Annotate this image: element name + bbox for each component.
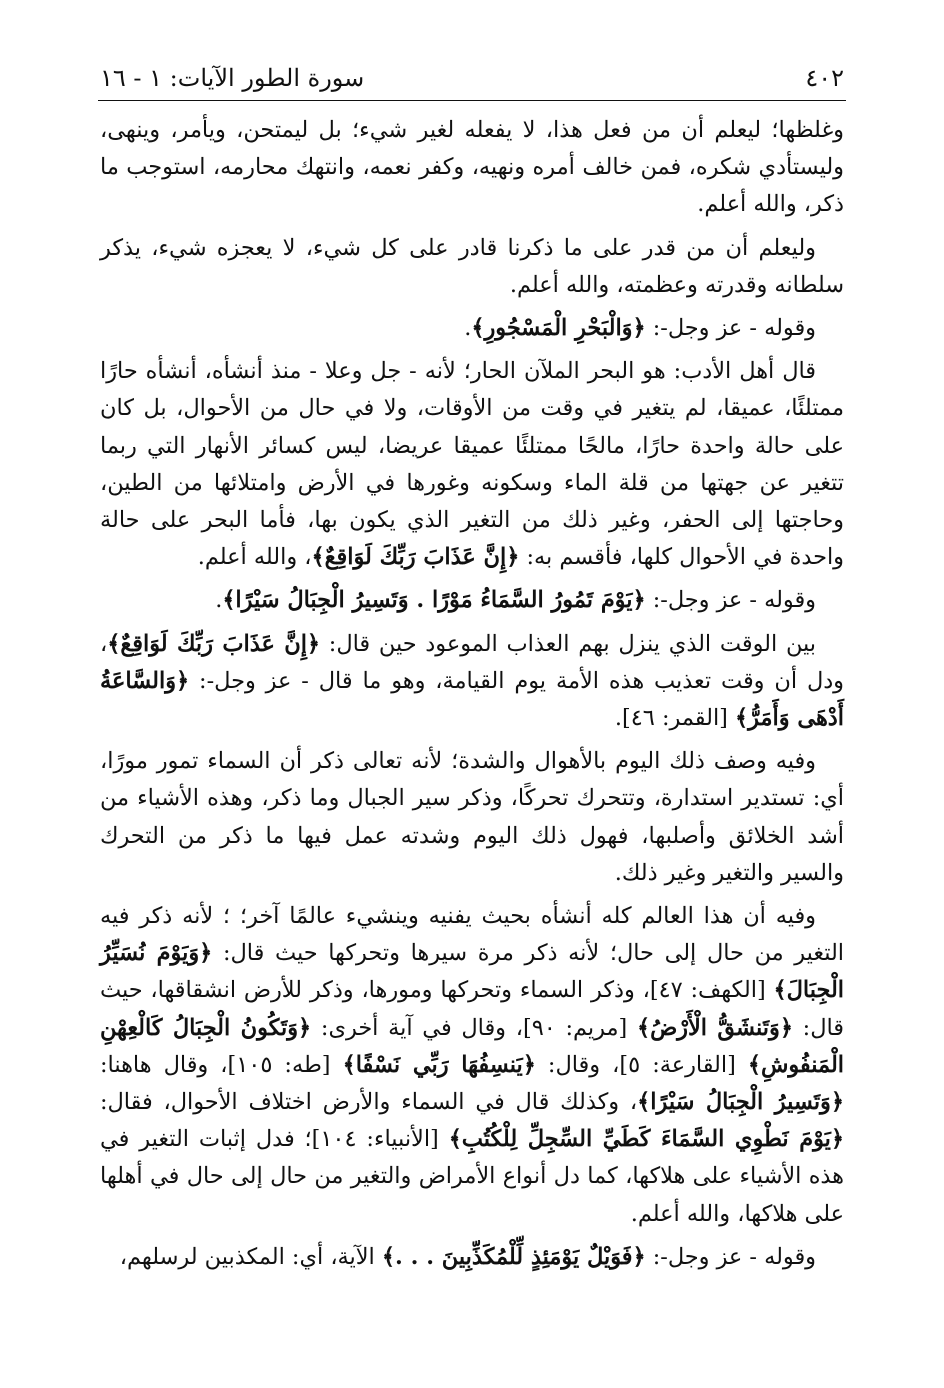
quran-verse: ﴿إِنَّ عَذَابَ رَبِّكَ لَوَاقِعٌ﴾	[311, 544, 520, 571]
paragraph: وفيه وصف ذلك اليوم بالأهوال والشدة؛ لأنه تعالى ذكر أن السماء تمور مورًا، أي: تستدير استدارة، وتتحرك تحركًا، وذكر سير الجبال وما ذكر، وهذه الأشياء من أشد الخلائق وأصلبها، فهول ذلك اليوم وشدته عمل فيها ما ذكر من التحرك والسير والتغير وغير ذلك.	[100, 748, 844, 886]
body-text	[100, 112, 844, 1276]
running-title: سورة الطور الآيات: ١ - ١٦	[100, 64, 365, 92]
quran-verse: ﴿وَالسَّاعَةُ أَدْهَى وَأَمَرُّ﴾	[100, 667, 844, 732]
quran-verse: ﴿وَيَوْمَ نُسَيِّرُ الْجِبَالَ﴾	[100, 940, 844, 1004]
page-number: ٤٠٢	[805, 64, 844, 92]
quran-verse: ﴿وَتَسِيرُ الْجِبَالُ سَيْرًا﴾	[637, 1089, 844, 1116]
paragraph: وليعلم أن من قدر على ما ذكرنا قادر على كل شيء، لا يعجزه شيء، يذكر سلطانه وقدرته وعظمته، والله أعلم.	[100, 234, 844, 298]
paragraph: وقوله - عز وجل-: ﴿فَوَيْلٌ يَوْمَئِذٍ لِّلْمُكَذِّبِينَ . . .﴾ الآية، أي: المكذبين لرسلهم،	[119, 1243, 816, 1270]
quran-verse: ﴿يَوْمَ نَطْوِي السَّمَاءَ كَطَيِّ السِّجِلِّ لِلْكُتُبِ﴾	[448, 1126, 844, 1153]
quran-verse: ﴿يَنسِفُهَا رَبِّي نَسْفًا﴾	[342, 1051, 536, 1078]
quran-verse: ﴿إِنَّ عَذَابَ رَبِّكَ لَوَاقِعٌ﴾	[107, 630, 321, 657]
paragraph: وغلظها؛ ليعلم أن من فعل هذا، لا يفعله لغير شيء؛ بل ليمتحن، ويأمر، وينهى، وليستأدي شكره، فمن خالف أمره ونهيه، وكفر نعمه، وانتهك محارمه، استوجب ما ذكر، والله أعلم.	[100, 117, 844, 218]
paragraph: وقوله - عز وجل-: ﴿وَالْبَحْرِ الْمَسْجُورِ﴾.	[464, 315, 816, 342]
quran-verse: ﴿وَالْبَحْرِ الْمَسْجُورِ﴾	[471, 315, 646, 342]
quran-verse: ﴿يَوْمَ تَمُورُ السَّمَاءُ مَوْرًا . وَتَسِيرُ الْجِبَالُ سَيْرًا﴾	[222, 587, 646, 614]
quran-verse: ﴿وَتَكُونُ الْجِبَالُ كَالْعِهْنِ الْمَنفُوشِ﴾	[100, 1014, 844, 1078]
running-header	[100, 52, 844, 92]
quran-verse: ﴿فَوَيْلٌ يَوْمَئِذٍ لِّلْمُكَذِّبِينَ . . .﴾	[381, 1243, 646, 1270]
quran-verse: ﴿وَتَنشَقُّ الْأَرْضُ﴾	[636, 1014, 793, 1041]
paragraph: وقوله - عز وجل-: ﴿يَوْمَ تَمُورُ السَّمَاءُ مَوْرًا . وَتَسِيرُ الْجِبَالُ سَيْرًا﴾.	[215, 587, 816, 614]
paragraph: وفيه أن هذا العالم كله أنشأه بحيث يفنيه وينشيء عالمًا آخر؛ ؛ لأنه ذكر فيه التغير من حال إلى حال؛ لأنه ذكر مرة سيرها وتحركها حيث قال: ﴿وَيَوْمَ نُسَيِّرُ الْجِبَالَ﴾ [الكهف: ٤٧]، وذكر السماء وتحركها ومورها، وذكر للأرض انشقاقها، حيث قال: ﴿وَتَنشَقُّ الْأَرْضُ﴾ [مريم: ٩٠]، وقال في آية أخرى: ﴿وَتَكُونُ الْجِبَالُ كَالْعِهْنِ الْمَنفُوشِ﴾ [القارعة: ٥]، وقال: ﴿يَنسِفُهَا رَبِّي نَسْفًا﴾ [طه: ١٠٥]، وقال هاهنا: ﴿وَتَسِيرُ الْجِبَالُ سَيْرًا﴾، وكذلك قال في السماء والأرض اختلاف الأحوال، فقال: ﴿يَوْمَ نَطْوِي السَّمَاءَ كَطَيِّ السِّجِلِّ لِلْكُتُبِ﴾ [الأنبياء: ١٠٤]؛ فدل إثبات التغير في هذه الأشياء على هلاكها، كما دل أنواع الأمراض والتغير من حال إلى حال في أهلها على هلاكها، والله أعلم.	[100, 903, 845, 1227]
paragraph: بين الوقت الذي ينزل بهم العذاب الموعود حين قال: ﴿إِنَّ عَذَابَ رَبِّكَ لَوَاقِعٌ﴾، ودل أن وقت تعذيب هذه الأمة يوم القيامة، وهو ما قال - عز وجل-: ﴿وَالسَّاعَةُ أَدْهَى وَأَمَرُّ﴾ [القمر: ٤٦].	[100, 630, 844, 732]
header-rule	[98, 100, 846, 101]
paragraph: قال أهل الأدب: هو البحر الملآن الحار؛ لأنه - جل وعلا - منذ أنشأه، أنشأه حارًا ممتلئًا، عميقا، لم يتغير في وقت من الأوقات، ولا في حال من الأحوال، بل كان على حالة واحدة حارًا، مالحًا ممتلئًا عميقا عريضا، ليس كسائر الأنهار التي ربما تتغير عن جهتها من قلة الماء وسكونه وغورها في الأرض وامتلائها من الطين، وحاجتها إلى الحفر، وغير ذلك من التغير الذي يكون بها، فأما البحر على حالة واحدة في الأحوال كلها، فأقسم به: ﴿إِنَّ عَذَابَ رَبِّكَ لَوَاقِعٌ﴾، والله أعلم.	[100, 358, 844, 571]
